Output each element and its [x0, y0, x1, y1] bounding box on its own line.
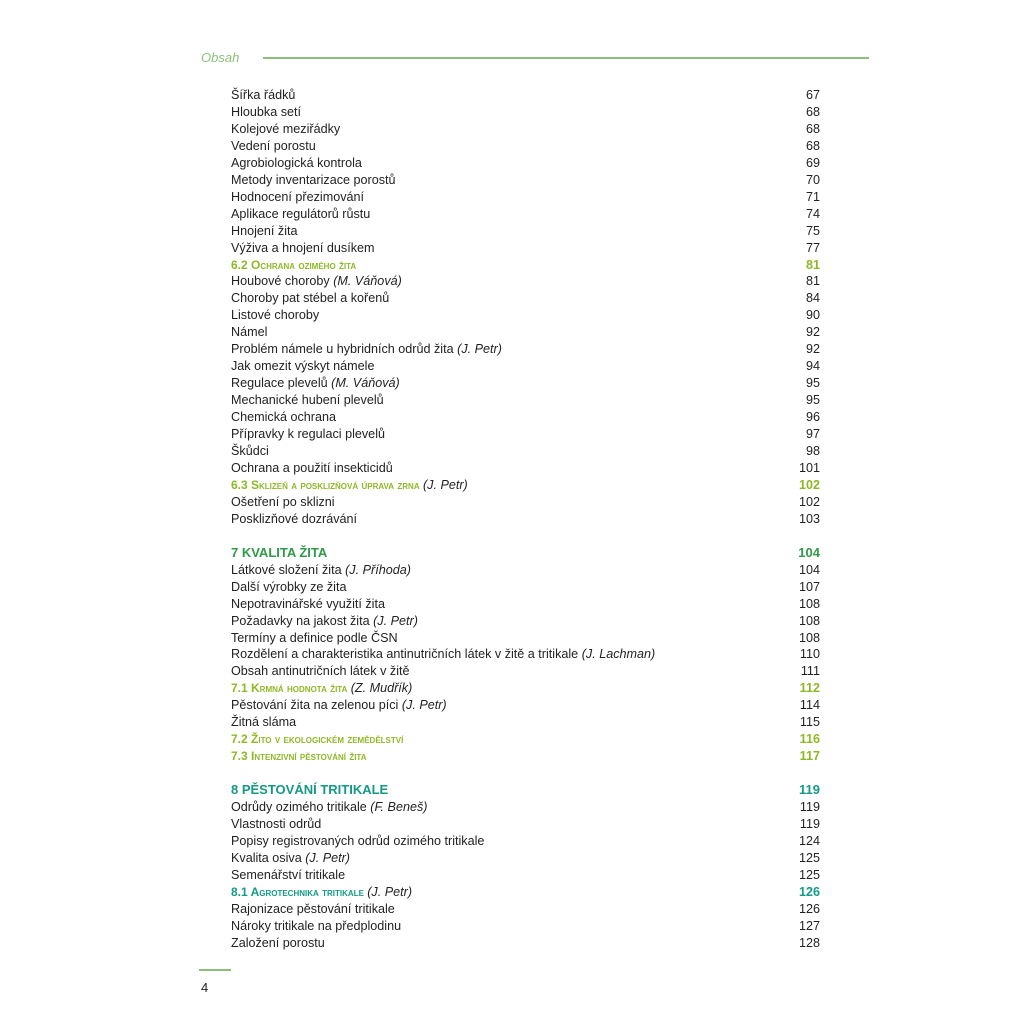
toc-entry-title: Houbové choroby [231, 274, 334, 289]
toc-entry [231, 324, 820, 341]
toc-entry-label [231, 680, 412, 697]
toc-entry [231, 663, 820, 680]
toc-entry-page: 103 [798, 511, 820, 526]
toc-entry-title: Obsah antinutričních látek v žitě [231, 664, 410, 679]
toc-entry-page: 69 [805, 155, 820, 170]
toc-entry [231, 189, 820, 206]
toc-entry-label [231, 477, 468, 494]
toc-entry-title: Kolejové meziřádky [231, 121, 341, 136]
toc-entry-title: 6.3 Sklizeň a posklizňová úprava zrna [231, 477, 423, 492]
toc-entry-page: 98 [805, 444, 820, 459]
toc-entry-label [231, 121, 340, 138]
toc-entry-title: Hodnocení přezimování [231, 189, 365, 204]
toc-section-heading [231, 731, 820, 748]
toc-entry-page: 70 [805, 172, 820, 187]
toc-entry-page: 104 [798, 544, 820, 560]
toc-entry-author: (J. Petr) [457, 342, 502, 357]
toc-entry-page: 114 [799, 698, 820, 713]
toc-entry-page: 77 [805, 240, 820, 255]
footer-rule [199, 969, 231, 971]
toc-entry-title: Problém námele u hybridních odrůd žita [231, 342, 458, 357]
page-number: 4 [201, 980, 209, 995]
toc-section-heading [231, 782, 820, 799]
toc-entry-title: Popisy registrovaných odrůd ozimého tritikale [231, 833, 485, 848]
toc-entry-title: Rajonizace pěstování tritikale [231, 901, 395, 916]
toc-entry [231, 104, 820, 121]
toc-entry-title: Nároky tritikale na předplodinu [231, 918, 402, 933]
toc-entry [231, 596, 820, 613]
toc-entry-label [231, 494, 335, 511]
toc-entry [231, 935, 820, 952]
toc-entry [231, 579, 820, 596]
toc-entry-label [231, 460, 393, 477]
header-rule [263, 57, 869, 59]
toc-entry-title: Regulace plevelů [231, 376, 332, 391]
toc-entry-title: Odrůdy ozimého tritikale [231, 800, 371, 815]
toc-entry-label [231, 104, 301, 121]
toc-entry-page: 81 [805, 257, 820, 272]
toc-entry [231, 630, 820, 647]
toc-entry-author: (M. Váňová) [331, 376, 400, 391]
toc-entry-label [231, 375, 400, 392]
toc-entry-page: 108 [798, 613, 820, 628]
toc-entry [231, 409, 820, 426]
toc-entry-page: 116 [799, 732, 820, 747]
toc-entry-page: 102 [798, 477, 820, 492]
toc-entry-title: Výživa a hnojení dusíkem [231, 240, 375, 255]
toc-entry [231, 867, 820, 884]
toc-entry-page: 119 [799, 816, 820, 831]
toc-entry-label [231, 613, 418, 630]
toc-entry-page: 102 [798, 494, 820, 509]
toc-section-heading [231, 748, 820, 765]
toc-entry [231, 816, 820, 833]
toc-entry [231, 375, 820, 392]
toc-entry-label [231, 850, 350, 867]
toc-entry-label [231, 223, 298, 240]
toc-entry-title: Nepotravinářské využití žita [231, 596, 385, 611]
toc-entry-author: (J. Příhoda) [345, 562, 411, 577]
toc-entry [231, 273, 820, 290]
toc-entry [231, 392, 820, 409]
toc-entry [231, 358, 820, 375]
toc-entry-label [231, 358, 374, 375]
toc-section-heading [231, 477, 820, 494]
toc-entry-label [231, 409, 336, 426]
toc-entry [231, 307, 820, 324]
toc-entry-page: 119 [799, 782, 820, 798]
toc-entry [231, 697, 820, 714]
toc-entry-title: 7 KVALITA ŽITA [231, 544, 328, 560]
toc-entry [231, 511, 820, 528]
toc-entry [231, 155, 820, 172]
toc-entry-title: Námel [231, 325, 268, 340]
toc-entry-author: (Z. Mudřík) [350, 681, 413, 696]
toc-entry-label [231, 714, 296, 731]
toc-entry-page: 90 [805, 308, 820, 323]
toc-entry-page: 75 [805, 223, 820, 238]
toc-entry-page: 126 [798, 901, 820, 916]
toc-entry-page: 125 [798, 867, 820, 882]
toc-entry-label [231, 901, 395, 918]
toc-entry-title: Metody inventarizace porostů [231, 172, 396, 187]
toc-entry-page: 126 [798, 884, 820, 899]
toc-entry-title: Aplikace regulátorů růstu [231, 206, 371, 221]
toc-entry [231, 206, 820, 223]
toc-entry-label [231, 833, 484, 850]
toc-entry-title: 8.1 Agrotechnika tritikale [231, 884, 368, 899]
toc-entry-label [231, 155, 362, 172]
toc-entry-label [231, 324, 267, 341]
toc-entry-title: 7.1 Krmná hodnota žita [231, 681, 351, 696]
toc-entry [231, 714, 820, 731]
toc-entry-title: Ošetření po sklizni [231, 494, 335, 509]
toc-entry-label [231, 341, 502, 358]
toc-entry-author: (J. Petr) [401, 698, 447, 713]
toc-entry-title: Chemická ochrana [231, 410, 336, 425]
toc-entry-title: Škůdci [231, 444, 269, 459]
toc-section-heading [231, 545, 820, 562]
toc-section-heading [231, 884, 820, 901]
toc-entry-label [231, 867, 345, 884]
toc-entry-page: 95 [805, 393, 820, 408]
toc-entry [231, 494, 820, 511]
toc-entry [231, 918, 820, 935]
toc-entry-author: (J. Petr) [422, 477, 468, 492]
toc-entry-label [231, 935, 325, 952]
toc-entry [231, 850, 820, 867]
toc-entry-page: 119 [799, 800, 820, 815]
toc-entry [231, 138, 820, 155]
toc-entry-page: 127 [798, 918, 820, 933]
toc-entry-page: 92 [805, 342, 820, 357]
toc-entry-title: Listové choroby [231, 308, 320, 323]
toc-entry-title: Vedení porostu [231, 138, 316, 153]
toc-entry-page: 68 [805, 138, 820, 153]
toc-entry [231, 460, 820, 477]
toc-entry-label [231, 816, 321, 833]
toc-entry-author: (J. Lachman) [581, 647, 656, 662]
toc-entry-title: Další výrobky ze žita [231, 579, 347, 594]
toc-entry-label [231, 443, 269, 460]
toc-entry-label [231, 782, 388, 799]
toc-entry-page: 104 [798, 562, 820, 577]
toc-entry-title: Hloubka setí [231, 104, 302, 119]
toc-entry-label [231, 630, 398, 647]
toc-entry-title: Choroby pat stébel a kořenů [231, 291, 390, 306]
table-of-contents [231, 87, 820, 952]
toc-entry-title: 7.2 Žito v ekologickém zemědělství [231, 732, 404, 747]
toc-entry-page: 97 [805, 427, 820, 442]
toc-entry-page: 108 [798, 596, 820, 611]
toc-entry-page: 128 [798, 935, 820, 950]
toc-entry-label [231, 697, 447, 714]
toc-entry-label [231, 172, 396, 189]
toc-entry-author: (J. Petr) [367, 884, 413, 899]
toc-entry-title: Žitná sláma [231, 715, 297, 730]
toc-entry-page: 101 [798, 460, 820, 475]
toc-entry [231, 223, 820, 240]
toc-entry-title: 7.3 Intenzivní pěstování žita [231, 749, 367, 764]
toc-entry-page: 68 [805, 104, 820, 119]
toc-entry-title: Termíny a definice podle ČSN [231, 630, 398, 645]
toc-entry-title: 8 PĚSTOVÁNÍ TRITIKALE [231, 782, 389, 798]
toc-entry-page: 71 [805, 189, 820, 204]
toc-entry-author: (J. Petr) [305, 850, 350, 865]
toc-section-heading [231, 257, 820, 274]
toc-entry-page: 67 [805, 88, 820, 102]
toc-entry-page: 125 [798, 850, 820, 865]
header-label: Obsah [201, 50, 240, 65]
toc-entry [231, 901, 820, 918]
toc-entry-title: Kvalita osiva [231, 850, 306, 865]
toc-entry [231, 290, 820, 307]
toc-entry-label [231, 257, 356, 274]
toc-entry-label [231, 138, 316, 155]
toc-entry-title: Pěstování žita na zelenou píci [231, 698, 402, 713]
toc-entry-label [231, 918, 401, 935]
toc-entry-page: 108 [798, 630, 820, 645]
toc-entry-page: 92 [805, 325, 820, 340]
toc-entry [231, 613, 820, 630]
toc-entry-author: (J. Petr) [373, 613, 418, 628]
toc-entry-title: 6.2 Ochrana ozimého žita [231, 257, 357, 272]
toc-entry-label [231, 663, 410, 680]
toc-entry-title: Semenářství tritikale [231, 867, 346, 882]
toc-entry-label [231, 646, 655, 663]
toc-entry-title: Ochrana a použití insekticidů [231, 460, 393, 475]
toc-entry [231, 341, 820, 358]
toc-entry-label [231, 273, 402, 290]
toc-entry-title: Jak omezit výskyt námele [231, 359, 375, 374]
toc-entry-page: 74 [805, 206, 820, 221]
toc-entry-label [231, 596, 385, 613]
toc-entry-label [231, 426, 385, 443]
toc-entry-label [231, 511, 357, 528]
toc-entry-title: Posklizňové dozrávání [231, 511, 358, 526]
toc-entry-page: 81 [805, 274, 820, 289]
toc-entry-label [231, 392, 384, 409]
toc-entry-title: Založení porostu [231, 935, 325, 950]
toc-entry-label [231, 799, 427, 816]
toc-entry [231, 833, 820, 850]
toc-entry-label [231, 189, 364, 206]
toc-entry-title: Požadavky na jakost žita [231, 613, 374, 628]
toc-entry-author: (F. Beneš) [370, 800, 428, 815]
toc-entry-title: Rozdělení a charakteristika antinutričních látek v žitě a tritikale [231, 647, 582, 662]
toc-entry-title: Šířka řádků [231, 88, 296, 102]
toc-entry-label [231, 240, 375, 257]
toc-entry-page: 107 [798, 579, 820, 594]
toc-entry [231, 443, 820, 460]
toc-entry [231, 562, 820, 579]
toc-entry-label [231, 87, 295, 104]
toc-entry-title: Vlastnosti odrůd [231, 816, 322, 831]
toc-entry [231, 121, 820, 138]
toc-entry-page: 84 [805, 291, 820, 306]
toc-entry-page: 94 [805, 359, 820, 374]
toc-entry-label [231, 206, 370, 223]
toc-entry-page: 96 [805, 410, 820, 425]
toc-entry-label [231, 748, 367, 765]
toc-entry-title: Přípravky k regulaci plevelů [231, 427, 385, 442]
toc-entry [231, 799, 820, 816]
toc-entry-page: 117 [799, 749, 820, 764]
toc-entry [231, 646, 820, 663]
toc-entry-label [231, 562, 411, 579]
toc-entry-title: Hnojení žita [231, 223, 298, 238]
toc-entry-label [231, 579, 346, 596]
toc-entry [231, 172, 820, 189]
toc-entry-page: 111 [800, 664, 820, 679]
toc-entry-title: Látkové složení žita [231, 562, 346, 577]
toc-entry [231, 87, 820, 104]
toc-entry-label [231, 307, 319, 324]
toc-entry-title: Mechanické hubení plevelů [231, 393, 384, 408]
toc-entry-author: (M. Váňová) [333, 274, 402, 289]
toc-entry-page: 110 [799, 647, 820, 662]
toc-entry-label [231, 290, 389, 307]
toc-entry-label [231, 545, 327, 562]
toc-entry-label [231, 884, 412, 901]
toc-entry [231, 240, 820, 257]
toc-entry-page: 115 [799, 715, 820, 730]
toc-section-heading [231, 680, 820, 697]
toc-entry-page: 68 [805, 121, 820, 136]
toc-entry-title: Agrobiologická kontrola [231, 155, 362, 170]
toc-entry-page: 112 [799, 681, 820, 696]
toc-entry-label [231, 731, 403, 748]
toc-entry [231, 426, 820, 443]
toc-entry-page: 95 [805, 376, 820, 391]
toc-entry-page: 124 [798, 833, 820, 848]
